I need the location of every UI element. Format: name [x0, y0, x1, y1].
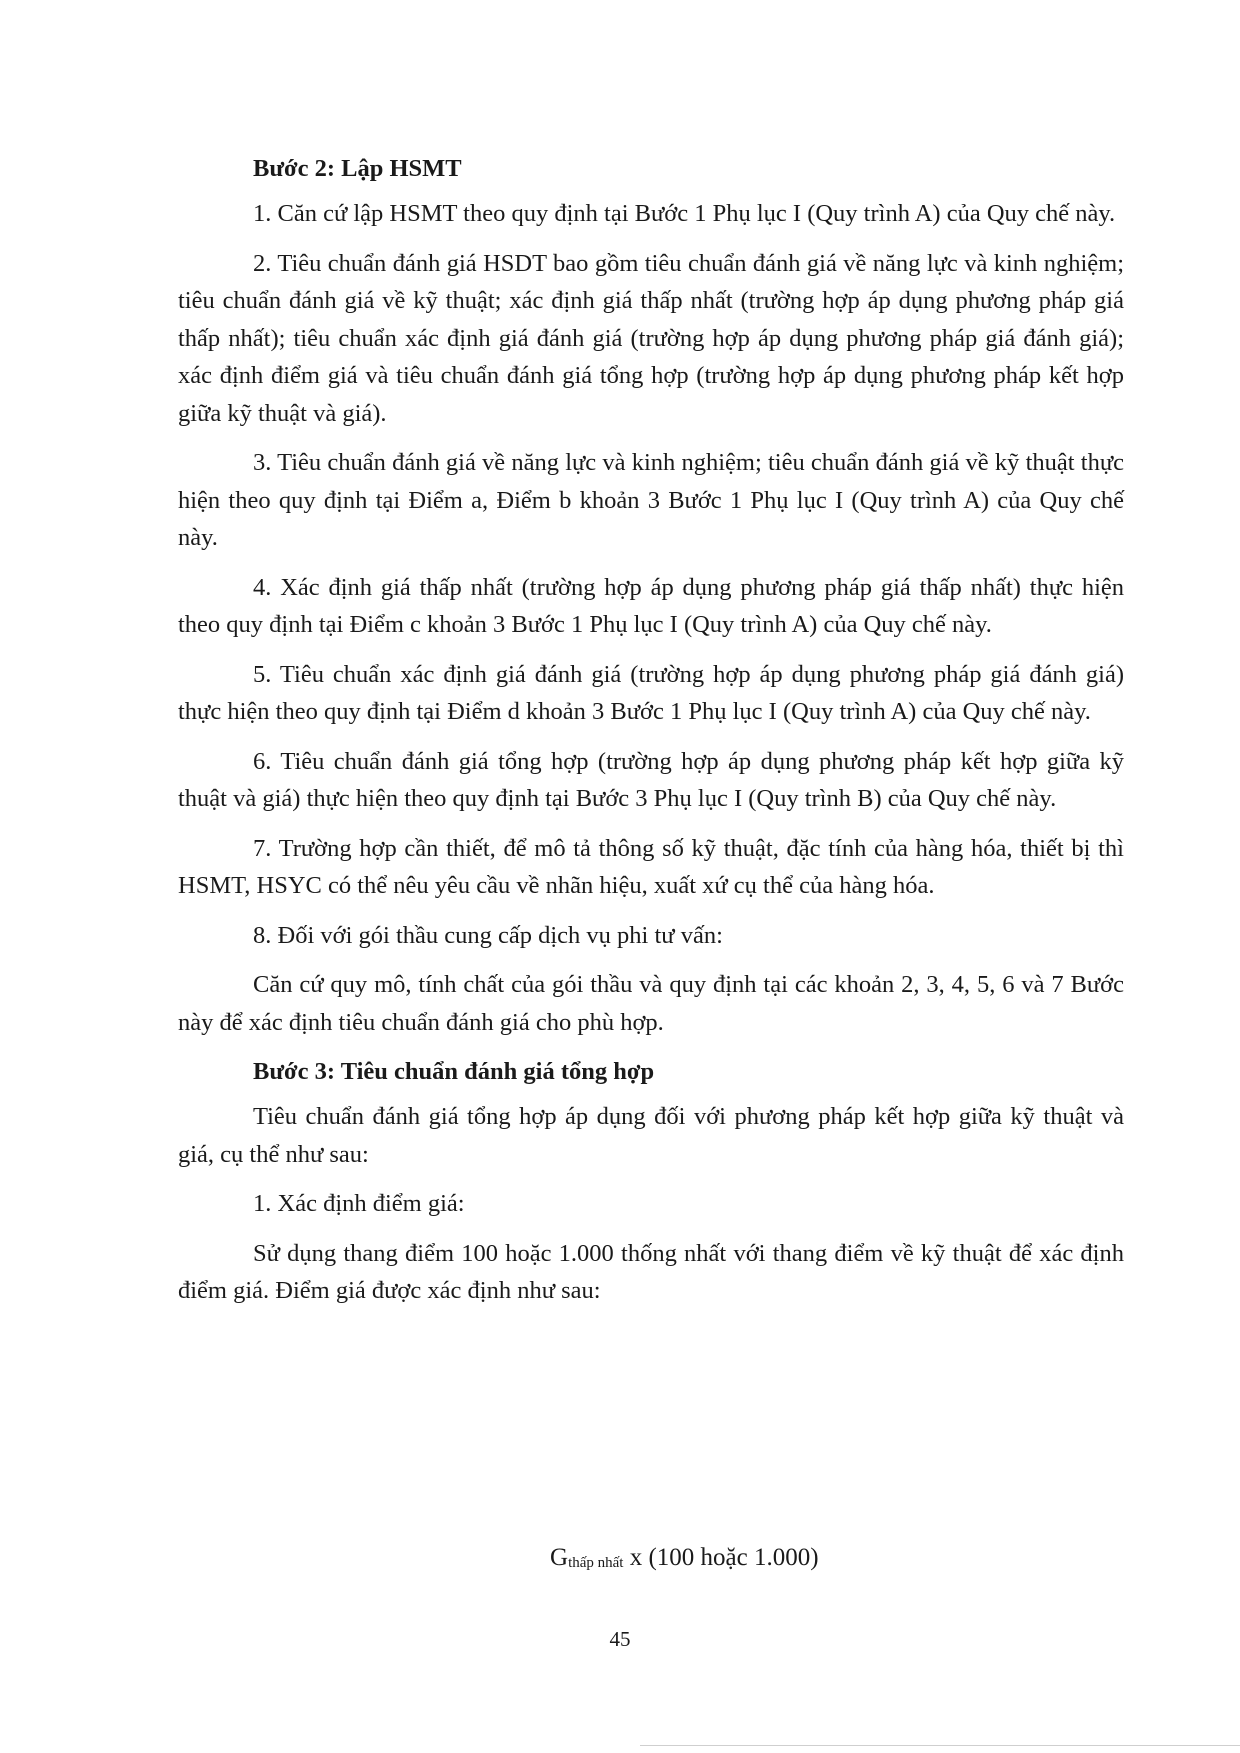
step2-item-3: 3. Tiêu chuẩn đánh giá về năng lực và kinh nghiệm; tiêu chuẩn đánh giá về kỹ thuật thực hiện theo quy định tại Điểm a, Điểm b khoản 3 Bước 1 Phụ lục I (Quy trình A) của Quy chế này.	[178, 449, 1124, 551]
step2-item-8-detail: Căn cứ quy mô, tính chất của gói thầu và quy định tại các khoản 2, 3, 4, 5, 6 và 7 Bước này để xác định tiêu chuẩn đánh giá cho phù hợp.	[178, 971, 1124, 1036]
page-number: 45	[609, 1627, 631, 1651]
document-body	[178, 150, 1124, 1322]
step2-item-6: 6. Tiêu chuẩn đánh giá tổng hợp (trường hợp áp dụng phương pháp kết hợp giữa kỹ thuật và giá) thực hiện theo quy định tại Bước 3 Phụ lục I (Quy trình B) của Quy chế này.	[178, 747, 1124, 812]
step3-intro: Tiêu chuẩn đánh giá tổng hợp áp dụng đối với phương pháp kết hợp giữa kỹ thuật và giá, cụ thể như sau:	[178, 1103, 1124, 1168]
step3-item-1: 1. Xác định điểm giá:	[253, 1190, 465, 1217]
step2-item-4: 4. Xác định giá thấp nhất (trường hợp áp dụng phương pháp giá thấp nhất) thực hiện theo quy định tại Điểm c khoản 3 Bước 1 Phụ lục I (Quy trình A) của Quy chế này.	[178, 573, 1124, 638]
step2-item-5: 5. Tiêu chuẩn xác định giá đánh giá (trường hợp áp dụng phương pháp giá đánh giá) thực hiện theo quy định tại Điểm d khoản 3 Bước 1 Phụ lục I (Quy trình A) của Quy chế này.	[178, 660, 1124, 725]
step3-heading: Bước 3: Tiêu chuẩn đánh giá tổng hợp	[253, 1058, 655, 1085]
footer-divider	[640, 1745, 1240, 1746]
step2-item-8: 8. Đối với gói thầu cung cấp dịch vụ phi tư vấn:	[253, 921, 723, 949]
formula-subscript: thấp nhất	[568, 1555, 624, 1571]
step2-item-2: 2. Tiêu chuẩn đánh giá HSDT bao gồm tiêu chuẩn đánh giá về năng lực và kinh nghiệm; tiêu chuẩn đánh giá về kỹ thuật; xác định giá thấp nhất (trường hợp áp dụng phương pháp giá thấp nhất); tiêu chuẩn xác định giá đánh giá (trường hợp áp dụng phương pháp giá đánh giá); xác định điểm giá và tiêu chuẩn đánh giá tổng hợp (trường hợp áp dụng phương pháp kết hợp giữa kỹ thuật và giá).	[178, 249, 1124, 427]
step2-item-1: 1. Căn cứ lập HSMT theo quy định tại Bước 1 Phụ lục I (Quy trình A) của Quy chế này.	[253, 200, 1116, 227]
step2-heading: Bước 2: Lập HSMT	[253, 155, 462, 182]
formula-symbol: G	[550, 1544, 569, 1571]
step3-item-1-detail: Sử dụng thang điểm 100 hoặc 1.000 thống nhất với thang điểm về kỹ thuật để xác định điểm giá. Điểm giá được xác định như sau:	[178, 1239, 1124, 1304]
formula-rest: x (100 hoặc 1.000)	[623, 1544, 819, 1571]
step2-item-7: 7. Trường hợp cần thiết, để mô tả thông số kỹ thuật, đặc tính của hàng hóa, thiết bị thì HSMT, HSYC có thể nêu yêu cầu về nhãn hiệu, xuất xứ cụ thể của hàng hóa.	[178, 834, 1124, 899]
price-score-formula	[550, 1543, 819, 1578]
